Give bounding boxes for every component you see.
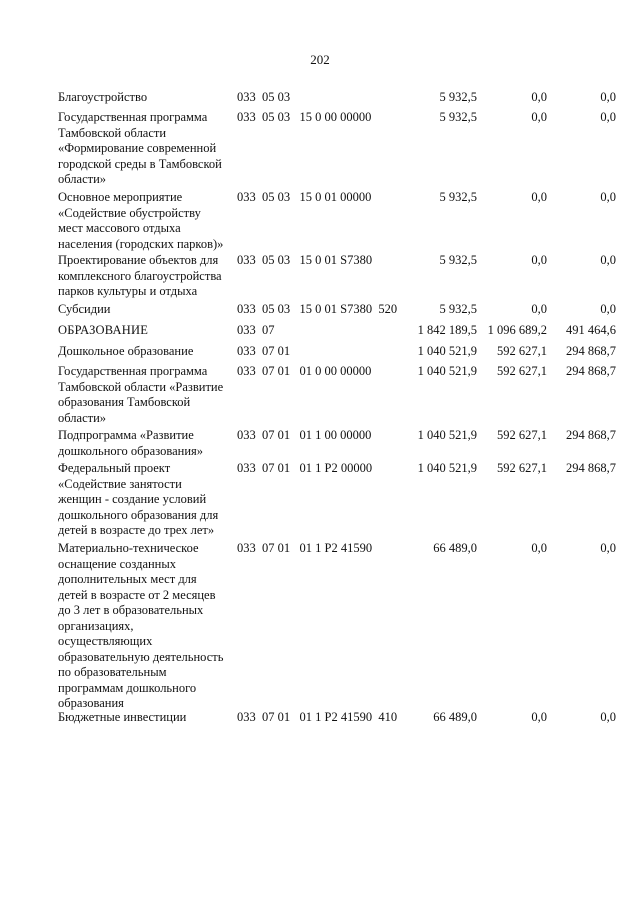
row-name: Основное мероприятие «Содействие обустройству мест массового отдыха населения (городских парков)» (58, 190, 224, 251)
row-value-1: 5 932,5 (439, 110, 477, 124)
row-name: Благоустройство (58, 90, 148, 104)
row-value-2: 592 627,1 (497, 461, 547, 475)
row-name: ОБРАЗОВАНИЕ (58, 323, 149, 337)
row-value-2: 592 627,1 (497, 344, 547, 358)
row-value-3: 0,0 (600, 90, 616, 104)
row-value-1: 5 932,5 (439, 302, 477, 316)
row-code: 033 05 03 15 0 01 00000 (237, 190, 372, 204)
page-number: 202 (310, 52, 330, 67)
row-value-1: 1 040 521,9 (417, 461, 477, 475)
row-value-2: 592 627,1 (497, 364, 547, 378)
row-value-2: 592 627,1 (497, 428, 547, 442)
row-value-3: 294 868,7 (566, 344, 616, 358)
row-code: 033 07 01 01 0 00 00000 (237, 364, 372, 378)
row-value-3: 0,0 (600, 302, 616, 316)
row-value-1: 1 040 521,9 (417, 428, 477, 442)
row-value-2: 0,0 (531, 541, 547, 555)
row-code: 033 05 03 (237, 90, 291, 104)
row-value-3: 294 868,7 (566, 428, 616, 442)
row-code: 033 05 03 15 0 00 00000 (237, 110, 372, 124)
row-value-2: 0,0 (531, 302, 547, 316)
row-value-1: 1 040 521,9 (417, 364, 477, 378)
row-value-1: 5 932,5 (439, 253, 477, 267)
row-name: Государственная программа Тамбовской области «Развитие образования Тамбовской области» (58, 364, 224, 425)
row-value-1: 1 040 521,9 (417, 344, 477, 358)
row-value-1: 5 932,5 (439, 190, 477, 204)
row-code: 033 05 03 15 0 01 S7380 (237, 253, 373, 267)
row-code: 033 07 01 (237, 344, 291, 358)
row-value-3: 0,0 (600, 253, 616, 267)
row-name: Проектирование объектов для комплексного благоустройства парков культуры и отдыха (58, 253, 222, 298)
row-value-1: 66 489,0 (433, 710, 477, 724)
row-value-1: 5 932,5 (439, 90, 477, 104)
row-value-3: 294 868,7 (566, 461, 616, 475)
row-value-3: 294 868,7 (566, 364, 616, 378)
row-name: Федеральный проект «Содействие занятости женщин - создание условий дошкольного образования для детей в возрасте до трех лет» (58, 461, 219, 537)
row-value-2: 1 096 689,2 (487, 323, 547, 337)
row-value-2: 0,0 (531, 90, 547, 104)
row-value-3: 0,0 (600, 190, 616, 204)
row-value-2: 0,0 (531, 710, 547, 724)
row-code: 033 07 (237, 323, 275, 337)
row-code: 033 07 01 01 1 00 00000 (237, 428, 372, 442)
row-code: 033 07 01 01 1 P2 41590 410 (237, 710, 398, 724)
row-value-3: 0,0 (600, 710, 616, 724)
row-code: 033 07 01 01 1 P2 41590 (237, 541, 373, 555)
row-value-2: 0,0 (531, 253, 547, 267)
row-name: Государственная программа Тамбовской области «Формирование современной городской среды в Тамбовской области» (58, 110, 222, 186)
row-code: 033 07 01 01 1 P2 00000 (237, 461, 373, 475)
row-value-3: 491 464,6 (566, 323, 616, 337)
row-name: Субсидии (58, 302, 111, 316)
row-value-1: 66 489,0 (433, 541, 477, 555)
row-name: Материально-техническое оснащение созданных дополнительных мест для детей в возрасте от 2 месяцев до 3 лет в образовательных организациях, осуществляющих образовательную деятельность по образовательным программам дошкольного образования (58, 541, 224, 710)
row-name: Подпрограмма «Развитие дошкольного образования» (58, 428, 204, 458)
row-name: Дошкольное образование (58, 344, 194, 358)
row-value-1: 1 842 189,5 (417, 323, 477, 337)
row-value-3: 0,0 (600, 110, 616, 124)
row-value-2: 0,0 (531, 190, 547, 204)
row-value-3: 0,0 (600, 541, 616, 555)
row-code: 033 05 03 15 0 01 S7380 520 (237, 302, 398, 316)
row-value-2: 0,0 (531, 110, 547, 124)
row-name: Бюджетные инвестиции (58, 710, 187, 724)
